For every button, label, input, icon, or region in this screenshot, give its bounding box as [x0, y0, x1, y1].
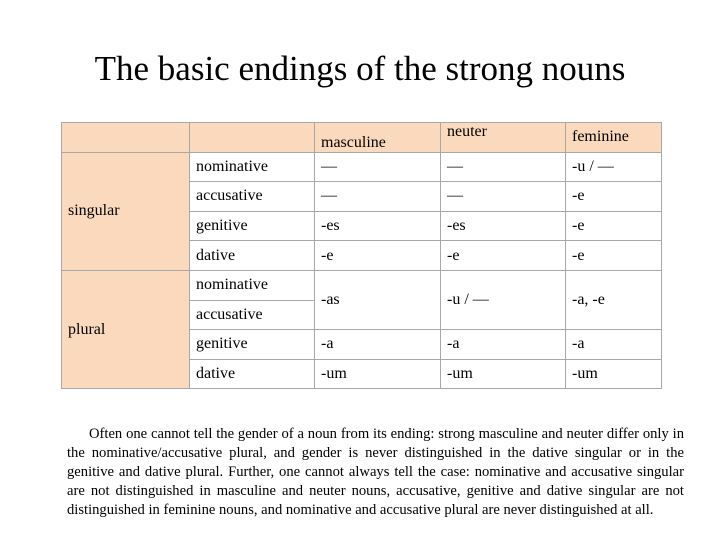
table-row	[62, 270, 662, 300]
feminine-ending: -a, -e	[566, 270, 662, 329]
neuter-ending: -um	[441, 359, 566, 389]
case-label: nominative	[190, 270, 315, 300]
feminine-ending: -e	[566, 211, 662, 241]
neuter-ending: -a	[441, 330, 566, 360]
case-label: accusative	[190, 182, 315, 212]
case-label: dative	[190, 359, 315, 389]
masculine-ending: -as	[315, 270, 441, 329]
feminine-ending: -um	[566, 359, 662, 389]
header-feminine: feminine	[566, 123, 662, 153]
header-row	[62, 123, 662, 153]
feminine-ending: -e	[566, 241, 662, 271]
feminine-ending: -e	[566, 182, 662, 212]
masculine-ending: -e	[315, 241, 441, 271]
neuter-ending: —	[441, 152, 566, 182]
header-masculine: masculine	[315, 123, 441, 153]
header-corner-case	[190, 123, 315, 153]
masculine-ending: -es	[315, 211, 441, 241]
case-label: genitive	[190, 211, 315, 241]
neuter-ending: —	[441, 182, 566, 212]
masculine-ending: -um	[315, 359, 441, 389]
header-neuter: neuter	[441, 123, 566, 153]
noun-endings-table	[61, 122, 662, 389]
singular-label: singular	[62, 152, 190, 270]
masculine-ending: -a	[315, 330, 441, 360]
neuter-ending: -u / —	[441, 270, 566, 329]
case-label: genitive	[190, 330, 315, 360]
neuter-ending: -es	[441, 211, 566, 241]
feminine-ending: -a	[566, 330, 662, 360]
explanation-paragraph: Often one cannot tell the gender of a noun from its ending: strong masculine and neuter differ only in the nominative/accusative plural, and gender is never distinguished in the dative singular or in the genitive and dative plural. Further, one cannot always tell the case: nominative and accusative singular are not distinguished in masculine and neuter nouns, accusative, genitive and dative singular are not distinguished in feminine nouns, and nominative and accusative plural are never distinguished at all.	[67, 425, 684, 518]
case-label: dative	[190, 241, 315, 271]
masculine-ending: —	[315, 152, 441, 182]
case-label: nominative	[190, 152, 315, 182]
plural-label: plural	[62, 270, 190, 388]
table-row	[62, 152, 662, 182]
masculine-ending: —	[315, 182, 441, 212]
neuter-ending: -e	[441, 241, 566, 271]
slide-title: The basic endings of the strong nouns	[94, 49, 626, 88]
case-label: accusative	[190, 300, 315, 330]
feminine-ending: -u / —	[566, 152, 662, 182]
header-corner-number	[62, 123, 190, 153]
